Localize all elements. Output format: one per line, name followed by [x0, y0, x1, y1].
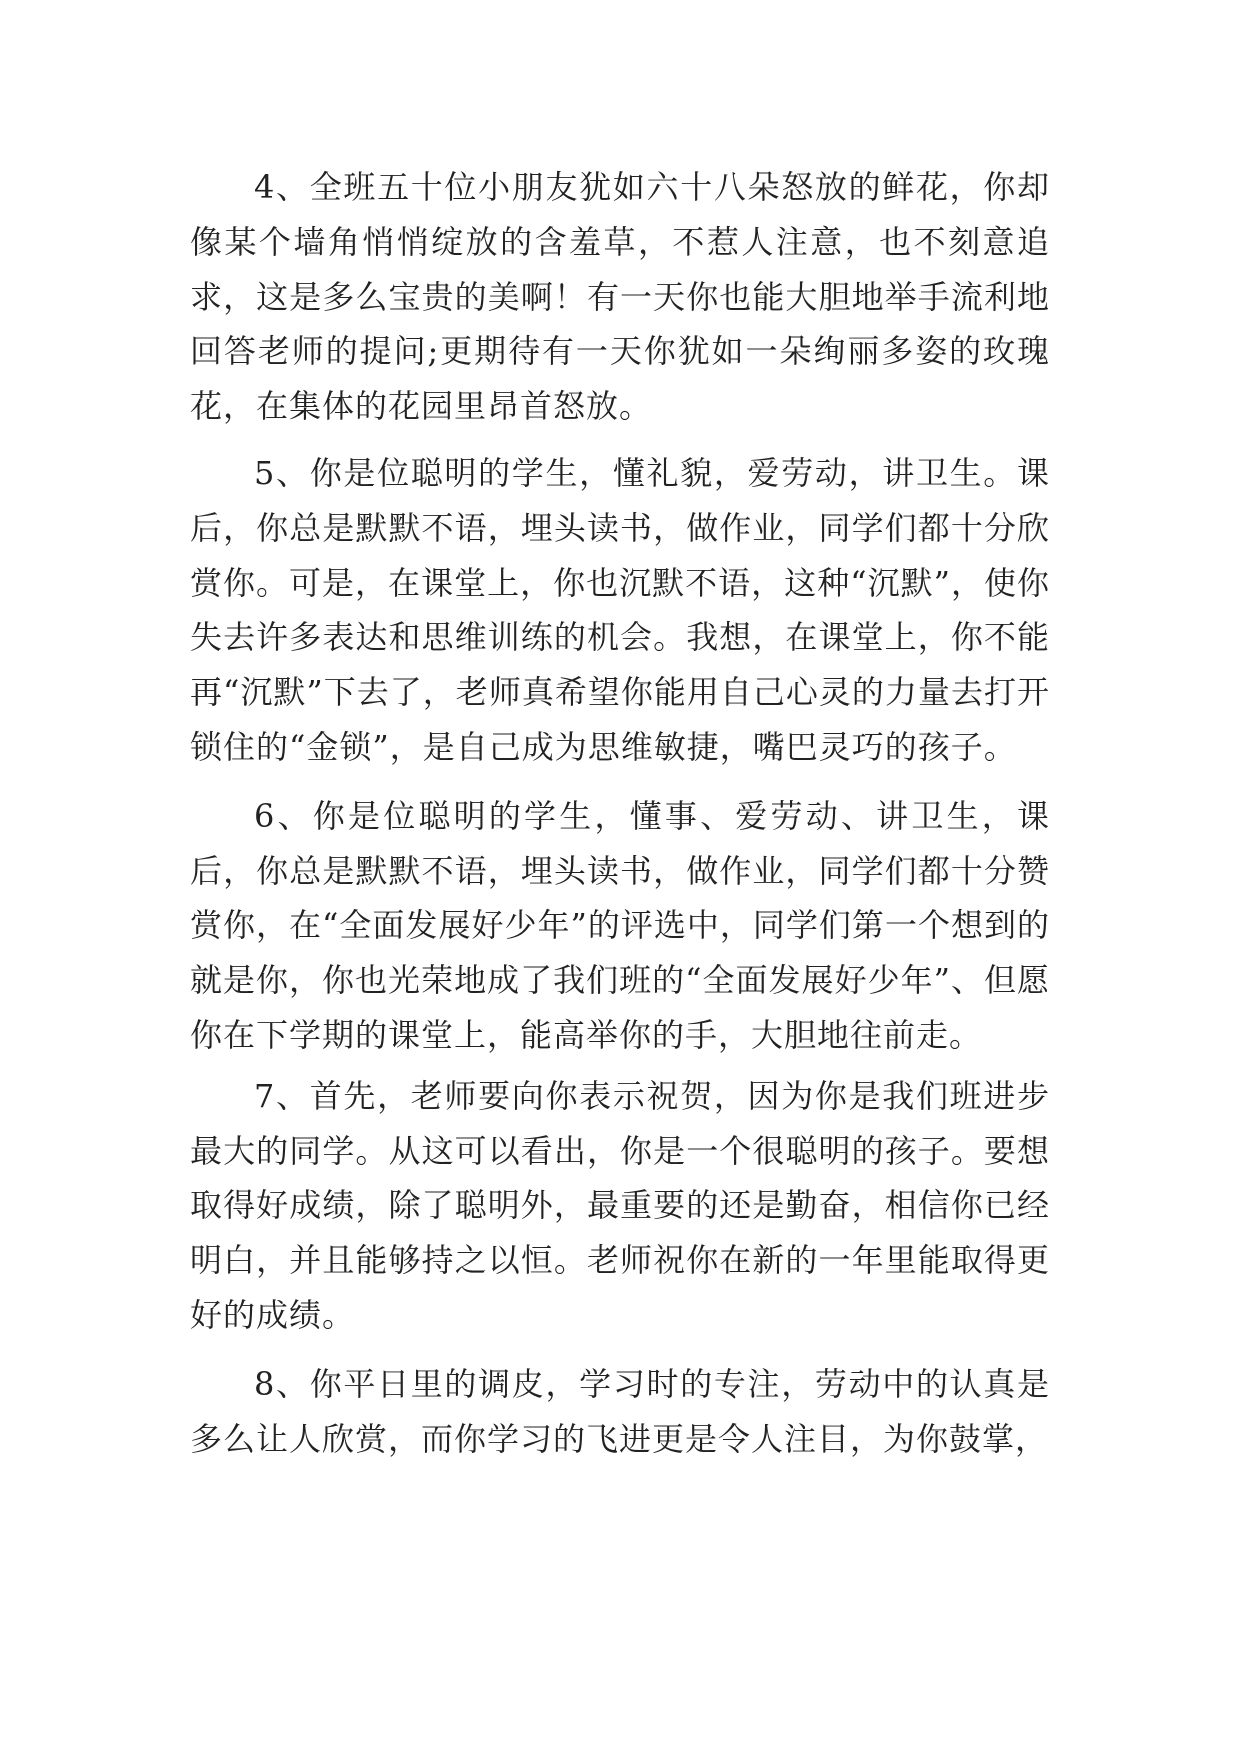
paragraph-4: 4、全班五十位小朋友犹如六十八朵怒放的鲜花，你却像某个墙角悄悄绽放的含羞草，不惹人注意，也不刻意追求，这是多么宝贵的美啊！有一天你也能大胆地举手流利地回答老师的提问;更期待有一天你犹如一朵绚丽多姿的玫瑰花，在集体的花园里昂首怒放。 [190, 168, 1050, 426]
paragraph-6: 6、你是位聪明的学生，懂事、爱劳动、讲卫生，课后，你总是默默不语，埋头读书，做作业，同学们都十分赞赏你，在“全面发展好少年”的评选中，同学们第一个想到的就是你，你也光荣地成了我们班的“全面发展好少年”、但愿你在下学期的课堂上，能高举你的手，大胆地往前走。 [190, 796, 1050, 1054]
paragraph-8: 8、你平日里的调皮，学习时的专注，劳动中的认真是多么让人欣赏，而你学习的飞进更是令人注目，为你鼓掌， [190, 1364, 1050, 1458]
paragraph-5: 5、你是位聪明的学生，懂礼貌，爱劳动，讲卫生。课后，你总是默默不语，埋头读书，做作业，同学们都十分欣赏你。可是，在课堂上，你也沉默不语，这种“沉默”，使你失去许多表达和思维训练的机会。我想，在课堂上，你不能再“沉默”下去了，老师真希望你能用自己心灵的力量去打开锁住的“金锁”，是自己成为思维敏捷，嘴巴灵巧的孩子。 [190, 453, 1050, 766]
paragraph-7: 7、首先，老师要向你表示祝贺，因为你是我们班进步最大的同学。从这可以看出，你是一个很聪明的孩子。要想取得好成绩，除了聪明外，最重要的还是勤奋，相信你已经明白，并且能够持之以恒。老师祝你在新的一年里能取得更好的成绩。 [190, 1076, 1050, 1334]
document-body [190, 160, 1050, 1466]
